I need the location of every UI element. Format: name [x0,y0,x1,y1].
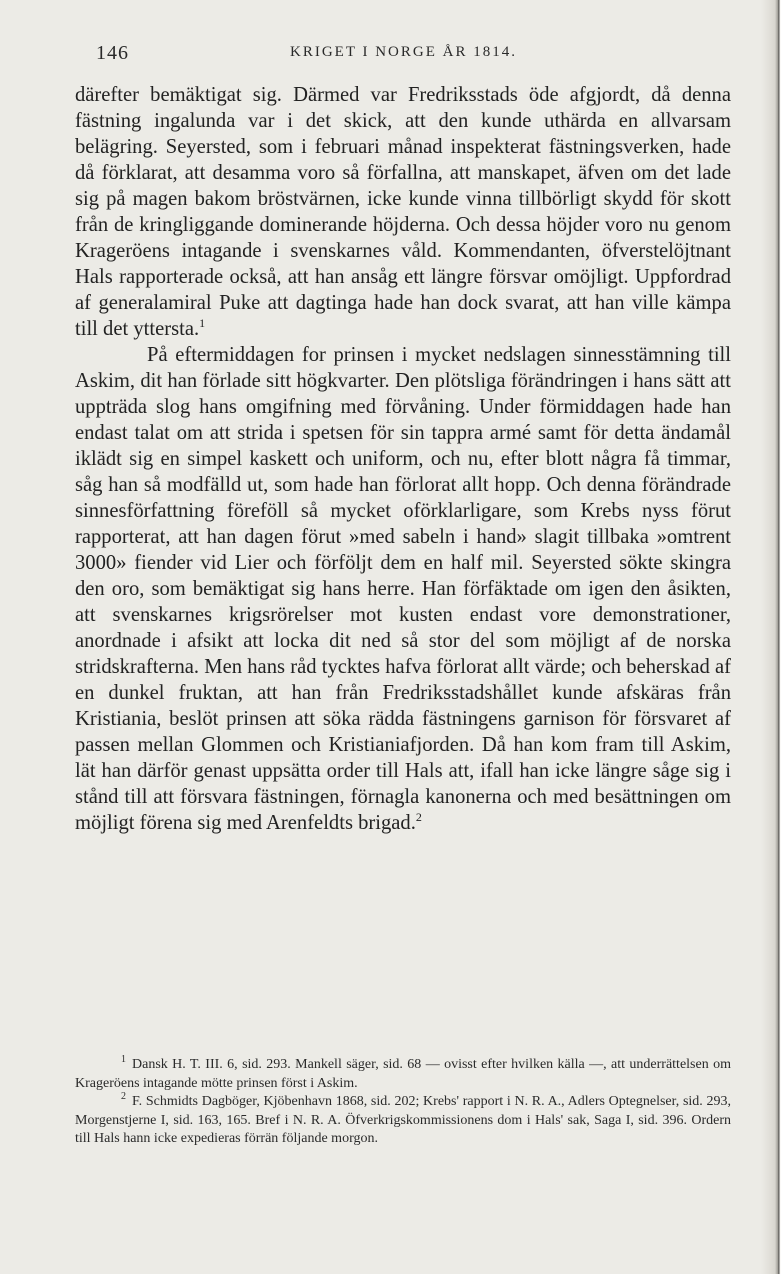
footnote-1-text: Dansk H. T. III. 6, sid. 293. Mankell säger, sid. 68 — ovisst efter hvilken källa —, att underrättelsen om Krageröens intagande mötte prinsen först i Askim. [75,1057,731,1091]
paragraph-2 [75,342,731,836]
page-header [80,42,728,72]
page-edge-binding [761,0,781,1274]
body-text [75,82,731,836]
paragraph-2-text: På eftermiddagen for prinsen i mycket nedslagen sinnesstämning till Askim, dit han förlade sitt högkvarter. Den plötsliga förändringen i hans sätt att uppträda slog hans omgifning med förvåning. Under förmiddagen hade han endast talat om att strida i spetsen för sin tappra armé samt för detta ändamål iklädt sig en simpel kaskett och uniform, och nu, efter blott några få timmar, såg han så modfälld ut, som hade han förlorat allt hopp. Och denna förändrade sinnesförfattning föreföll så mycket oförklarligare, som Krebs nyss förut rapporterat, att han dagen förut »med sabeln i hand» slagit tillbaka »omtrent 3000» fiender vid Lier och förföljt dem en half mil. Seyersted sökte skingra den oro, som bemäktigat sig hans herre. Han förfäktade om igen den åsikten, att svenskarnes krigsrörelser mot kusten endast vore demonstrationer, anordnade i afsikt att locka dit ned så stor del som möjligt af de norska stridskrafterna. Men hans råd tycktes hafva förlorat allt värde; och beherskad af en dunkel fruktan, att han från Fredriksstadshållet kunde afskäras från Kristiania, beslöt prinsen att söka rädda fästningens garnison för försvaret af passen mellan Glommen och Kristianiafjorden. Då han kom fram till Askim, lät han därför genast uppsätta order till Hals att, ifall han icke längre såge sig i stånd till att försvara fästningen, förnagla kanonerna och med besättningen om möjligt förena sig med Arenfeldts brigad. [75,344,731,834]
paragraph-1-text: därefter bemäktigat sig. Därmed var Fredriksstads öde afgjordt, då denna fästning ingalunda var i det skick, att den kunde uthärda en allvarsam belägring. Seyersted, som i februari månad inspekterat fästningsverken, hade då förklarat, att desamma voro så förfallna, att manskapet, äfven om det lade sig på magen bakom bröstvärnen, icke kunde vinna tillbörligt skydd för skott från de kringliggande dominerande höjderna. Och dessa höjder voro nu genom Krageröens intagande i svenskarnes våld. Kommendanten, öfverstelöjtnant Hals rapporterade också, att han ansåg ett längre försvar omöjligt. Uppfordrad af generalamiral Puke att dagtinga hade han dock svarat, att han ville kämpa till det yttersta. [75,84,731,340]
running-head: KRIGET I NORGE ÅR 1814. [290,44,517,60]
paragraph-1 [75,82,731,342]
footnote-2-text: F. Schmidts Dagböger, Kjöbenhavn 1868, sid. 202; Krebs' rapport i N. R. A., Adlers Optegnelser, sid. 293, Morgenstjerne I, sid. 163, 165. Bref i N. R. A. Öfverkrigskommissionens dom i Hals' sak, Saga I, sid. 396. Ordern till Hals hann icke expedieras förrän följande morgon. [75,1094,731,1146]
footnote-1-number: 1 [121,1054,126,1066]
footnotes [75,1056,731,1149]
footnote-1 [75,1056,731,1093]
page-number: 146 [96,42,129,64]
footnote-ref-2[interactable]: 2 [415,810,422,825]
footnote-2 [75,1093,731,1149]
footnote-ref-1[interactable]: 1 [199,316,206,331]
footnote-2-number: 2 [121,1091,126,1103]
